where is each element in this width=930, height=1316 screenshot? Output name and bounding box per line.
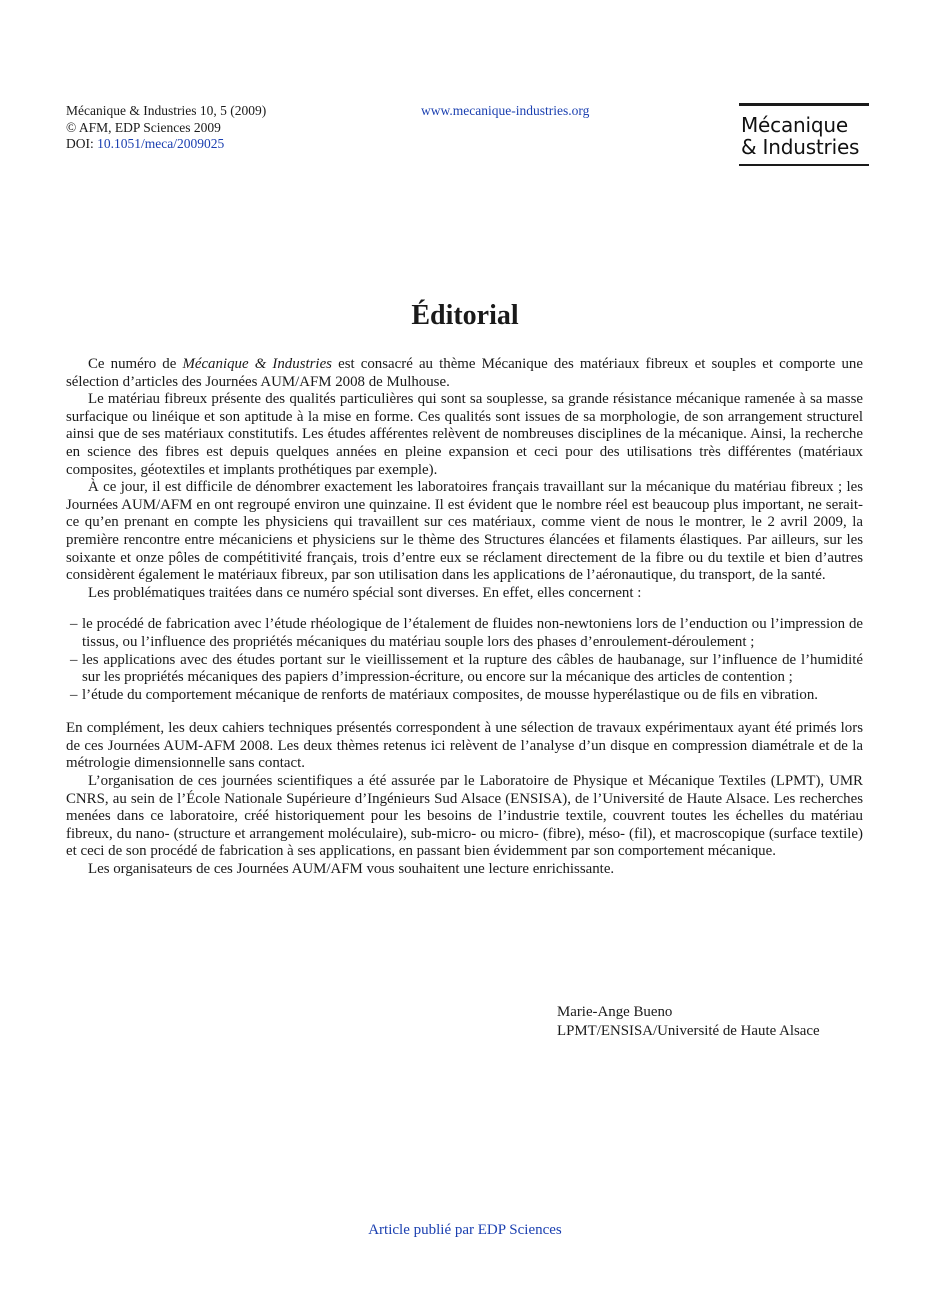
list-item-text: le procédé de fabrication avec l’étude rhéologique de l’étalement de fluides non-newtoniens lors de l’enduction ou l’impression de tissus, ou l’influence des propriétés mécaniques du matériau souple lors des phases d’enroulement-déroulement ;	[82, 616, 863, 650]
bullet-marker: –	[70, 686, 78, 703]
intro-after: est consacré au thème Mécanique des matériaux fibreux et souples et comporte une sélection d’articles des Journées AUM/AFM 2008 de Mulhouse.	[66, 356, 863, 390]
paragraph: L’organisation de ces journées scientifiques a été assurée par le Laboratoire de Physique et Mécanique Textiles (LPMT), UMR CNRS, au sein de l’École Nationale Supérieure d’Ingénieurs Sud Alsace (ENSISA), de l’Université de Haute Alsace. Les recherches menées dans ce laboratoire, créé historiquement pour les besoins de l’industrie textile, couvrent toutes les échelles du matériau fibreux, du nano- (structure et arrangement moléculaire), sub-micro- ou micro- (fibre), méso- (fil), et macroscopique (surface textile) et ceci de son procédé de fabrication à ses applications, en passant bien évidemment par son comportement mécanique.	[66, 773, 863, 860]
doi-line	[66, 136, 266, 153]
paragraph: Les organisateurs de ces Journées AUM/AFM vous souhaitent une lecture enrichissante.	[88, 861, 615, 878]
intro-before: Ce numéro de	[88, 356, 183, 372]
journal-logo-line1: Mécanique	[741, 113, 848, 137]
doi-label: DOI:	[66, 136, 94, 151]
bullet-marker: –	[70, 651, 78, 668]
copyright-text: AFM, EDP Sciences 2009	[78, 119, 221, 135]
paragraph: Le matériau fibreux présente des qualités particulières qui sont sa souplesse, sa grande résistance mécanique ramenée à sa masse surfacique ou linéique et son aptitude à la mise en forme. Ces qualités sont issues de sa morphologie, de son arrangement structurel ainsi que de ses matériaux constitutifs. Les études afférentes relèvent de nombreuses disciplines de la mécanique. Ainsi, la recherche en science des fibres est depuis quelques années en pleine expansion et ceci pour des utilisations très différentes (matériaux composites, géotextiles et implants prothétiques par exemple).	[66, 391, 863, 478]
signature	[557, 1003, 820, 1041]
website-link[interactable]: www.mecanique-industries.org	[421, 103, 590, 118]
author-affiliation: LPMT/ENSISA/Université de Haute Alsace	[557, 1023, 820, 1039]
journal-logo-line2: & Industries	[741, 135, 860, 159]
intro-paragraph	[66, 356, 863, 391]
article-body	[66, 356, 863, 879]
list-item-text: l’étude du comportement mécanique de renforts de matériaux composites, de mousse hyperélastique ou de fils en vibration.	[82, 686, 819, 703]
copyright-symbol: ©	[66, 119, 77, 135]
citation-block	[66, 103, 266, 153]
journal-logo	[739, 103, 869, 166]
copyright-line	[66, 120, 266, 137]
publisher-footer-link[interactable]: Article publié par EDP Sciences	[368, 1222, 562, 1238]
paragraph: À ce jour, il est difficile de dénombrer exactement les laboratoires français travaillant sur la mécanique du matériau fibreux ; les Journées AUM/AFM en ont regroupé environ une quinzaine. Il est évident que le nombre réel est beaucoup plus important, ne serait-ce qu’en prenant en compte les physiciens qui travaillent sur ces matériaux, comme vient de nous le montrer, le 2 avril 2009, la première rencontre entre mécaniciens et physiciens sur le thème des Structures élancées et filaments élastiques. Par ailleurs, sur les soixante et onze pôles de compétitivité français, trois d’entre eux se réclament directement de la fibre ou du textile et bien d’autres considèrent également le matériaux fibreux, par son utilisation dans les applications de l’aéronautique, du transport, de la santé.	[66, 479, 863, 584]
list-item	[66, 616, 863, 651]
list-item-text: les applications avec des études portant sur le vieillissement et la rupture des câbles de haubanage, sur l’influence de l’humidité sur les propriétés mécaniques des papiers d’impression-écriture, ou encore sur la mécanique des articles de contention ;	[82, 651, 863, 686]
doi-link[interactable]: 10.1051/meca/2009025	[97, 136, 225, 151]
topic-list	[66, 616, 863, 704]
paragraph: En complément, les deux cahiers techniques présentés correspondent à une sélection de travaux expérimentaux ayant été primés lors de ces Journées AUM-AFM 2008. Les deux thèmes retenus ici relèvent de l’analyse d’un disque en compression diamétrale et de la métrologie dimensionnelle sans contact.	[66, 720, 863, 772]
journal-name: Mécanique & Industries	[182, 356, 332, 372]
list-item	[66, 687, 863, 705]
list-item	[66, 652, 863, 687]
citation: Mécanique & Industries 10, 5 (2009)	[66, 103, 267, 118]
author-name: Marie-Ange Bueno	[557, 1004, 673, 1020]
page-title: Éditorial	[411, 300, 519, 331]
bullet-marker: –	[70, 616, 78, 633]
paragraph: Les problématiques traitées dans ce numéro spécial sont diverses. En effet, elles concernent :	[88, 584, 642, 601]
